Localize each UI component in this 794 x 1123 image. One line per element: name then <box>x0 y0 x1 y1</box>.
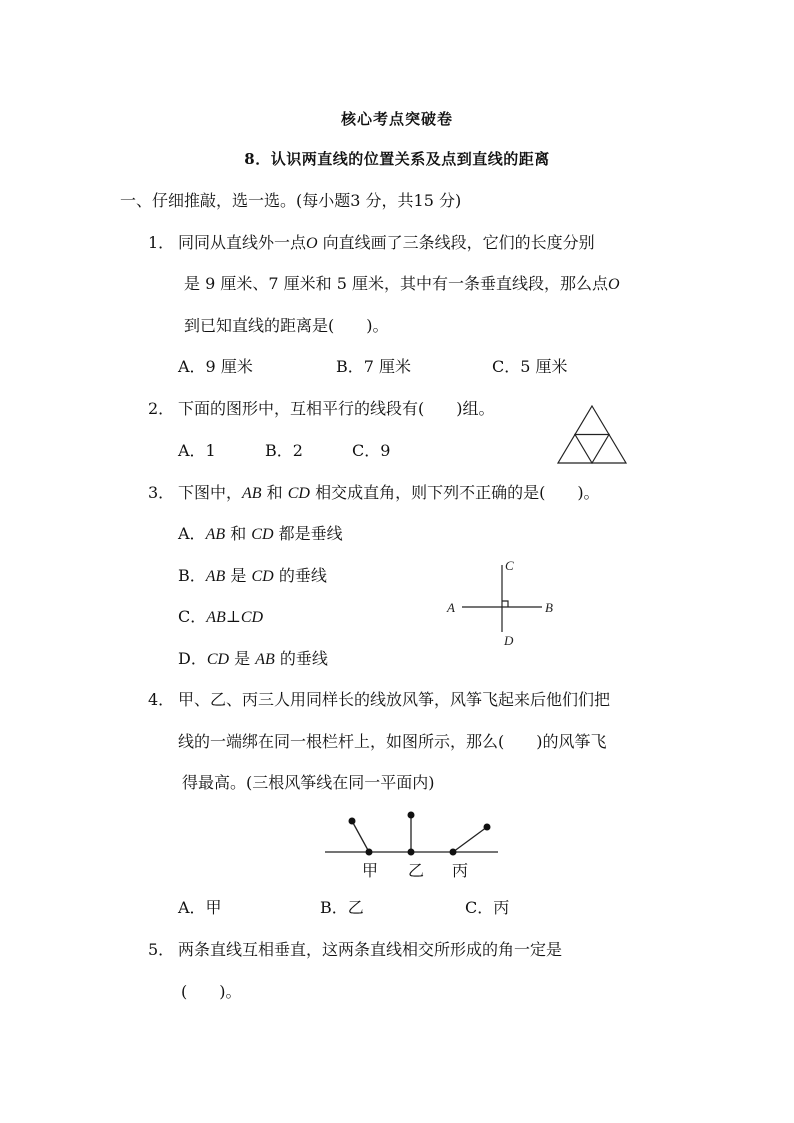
q1-option-b[interactable]: B．7 厘米 <box>336 357 412 376</box>
q2-text: 下面的图形中，互相平行的线段有( )组。 <box>178 399 495 418</box>
q4-line3: 得最高。(三根风筝线在同一平面内) <box>182 773 435 792</box>
triangle-figure <box>557 405 629 465</box>
q3-option-d[interactable]: D．CD 是 AB 的垂线 <box>178 649 328 668</box>
label-yi: 乙 <box>408 863 425 880</box>
tie-point-jia <box>366 849 373 856</box>
q4-option-a[interactable]: A．甲 <box>178 898 222 917</box>
inner-triangle <box>575 435 609 464</box>
section-heading: 一、仔细推敲，选一选。(每小题3 分，共15 分) <box>120 191 462 210</box>
label-d: D <box>504 633 514 648</box>
kite-yi <box>408 812 415 819</box>
q2-option-a[interactable]: A．1 <box>178 441 216 460</box>
q4-option-b[interactable]: B．乙 <box>320 898 364 917</box>
page-title: 核心考点突破卷 <box>340 110 453 128</box>
q4-number: 4． <box>148 690 175 709</box>
q3-option-c[interactable]: C．AB⊥CD <box>178 607 264 626</box>
q3-option-b[interactable]: B．AB 是 CD 的垂线 <box>178 566 327 585</box>
page-subtitle: 8．认识两直线的位置关系及点到直线的距离 <box>244 150 550 168</box>
right-angle-mark <box>502 601 508 607</box>
q4-option-c[interactable]: C．丙 <box>465 898 510 917</box>
q2-option-c[interactable]: C．9 <box>352 441 391 460</box>
label-jia: 甲 <box>362 863 379 880</box>
label-bing: 丙 <box>452 863 469 880</box>
kite-string-bing <box>453 827 487 852</box>
q1-option-c[interactable]: C．5 厘米 <box>492 357 568 376</box>
q3-number: 3． <box>148 483 175 502</box>
label-c: C <box>505 558 514 573</box>
label-a: A <box>447 600 455 615</box>
q2-option-b[interactable]: B．2 <box>265 441 303 460</box>
kite-string-jia <box>352 821 369 852</box>
q1-line2: 是 9 厘米、7 厘米和 5 厘米，其中有一条垂直线段，那么点O <box>184 274 620 293</box>
q3-option-a[interactable]: A．AB 和 CD 都是垂线 <box>178 524 343 543</box>
tie-point-yi <box>408 849 415 856</box>
q5-number: 5． <box>148 940 175 959</box>
q5-line1: 两条直线互相垂直，这两条直线相交所形成的角一定是 <box>178 940 563 959</box>
q3-text: 下图中，AB 和 CD 相交成直角，则下列不正确的是( )。 <box>178 483 600 502</box>
q1-line3: 到已知直线的距离是( )。 <box>184 316 389 335</box>
q4-line1: 甲、乙、丙三人用同样长的线放风筝，风筝飞起来后他们们把 <box>178 690 611 709</box>
kite-jia <box>349 818 356 825</box>
q1-line1: 同同从直线外一点O 向直线画了三条线段，它们的长度分别 <box>178 233 595 252</box>
q1-option-a[interactable]: A．9 厘米 <box>178 357 253 376</box>
label-b: B <box>545 600 553 615</box>
perpendicular-lines-figure <box>440 555 570 650</box>
kite-bing <box>484 824 491 831</box>
q2-number: 2． <box>148 399 175 418</box>
q1-number: 1． <box>148 233 175 252</box>
tie-point-bing <box>450 849 457 856</box>
q5-line2: ( )。 <box>181 982 242 1001</box>
q4-line2: 线的一端绑在同一根栏杆上，如图所示，那么( )的风筝飞 <box>178 732 607 751</box>
kite-figure <box>322 805 502 883</box>
